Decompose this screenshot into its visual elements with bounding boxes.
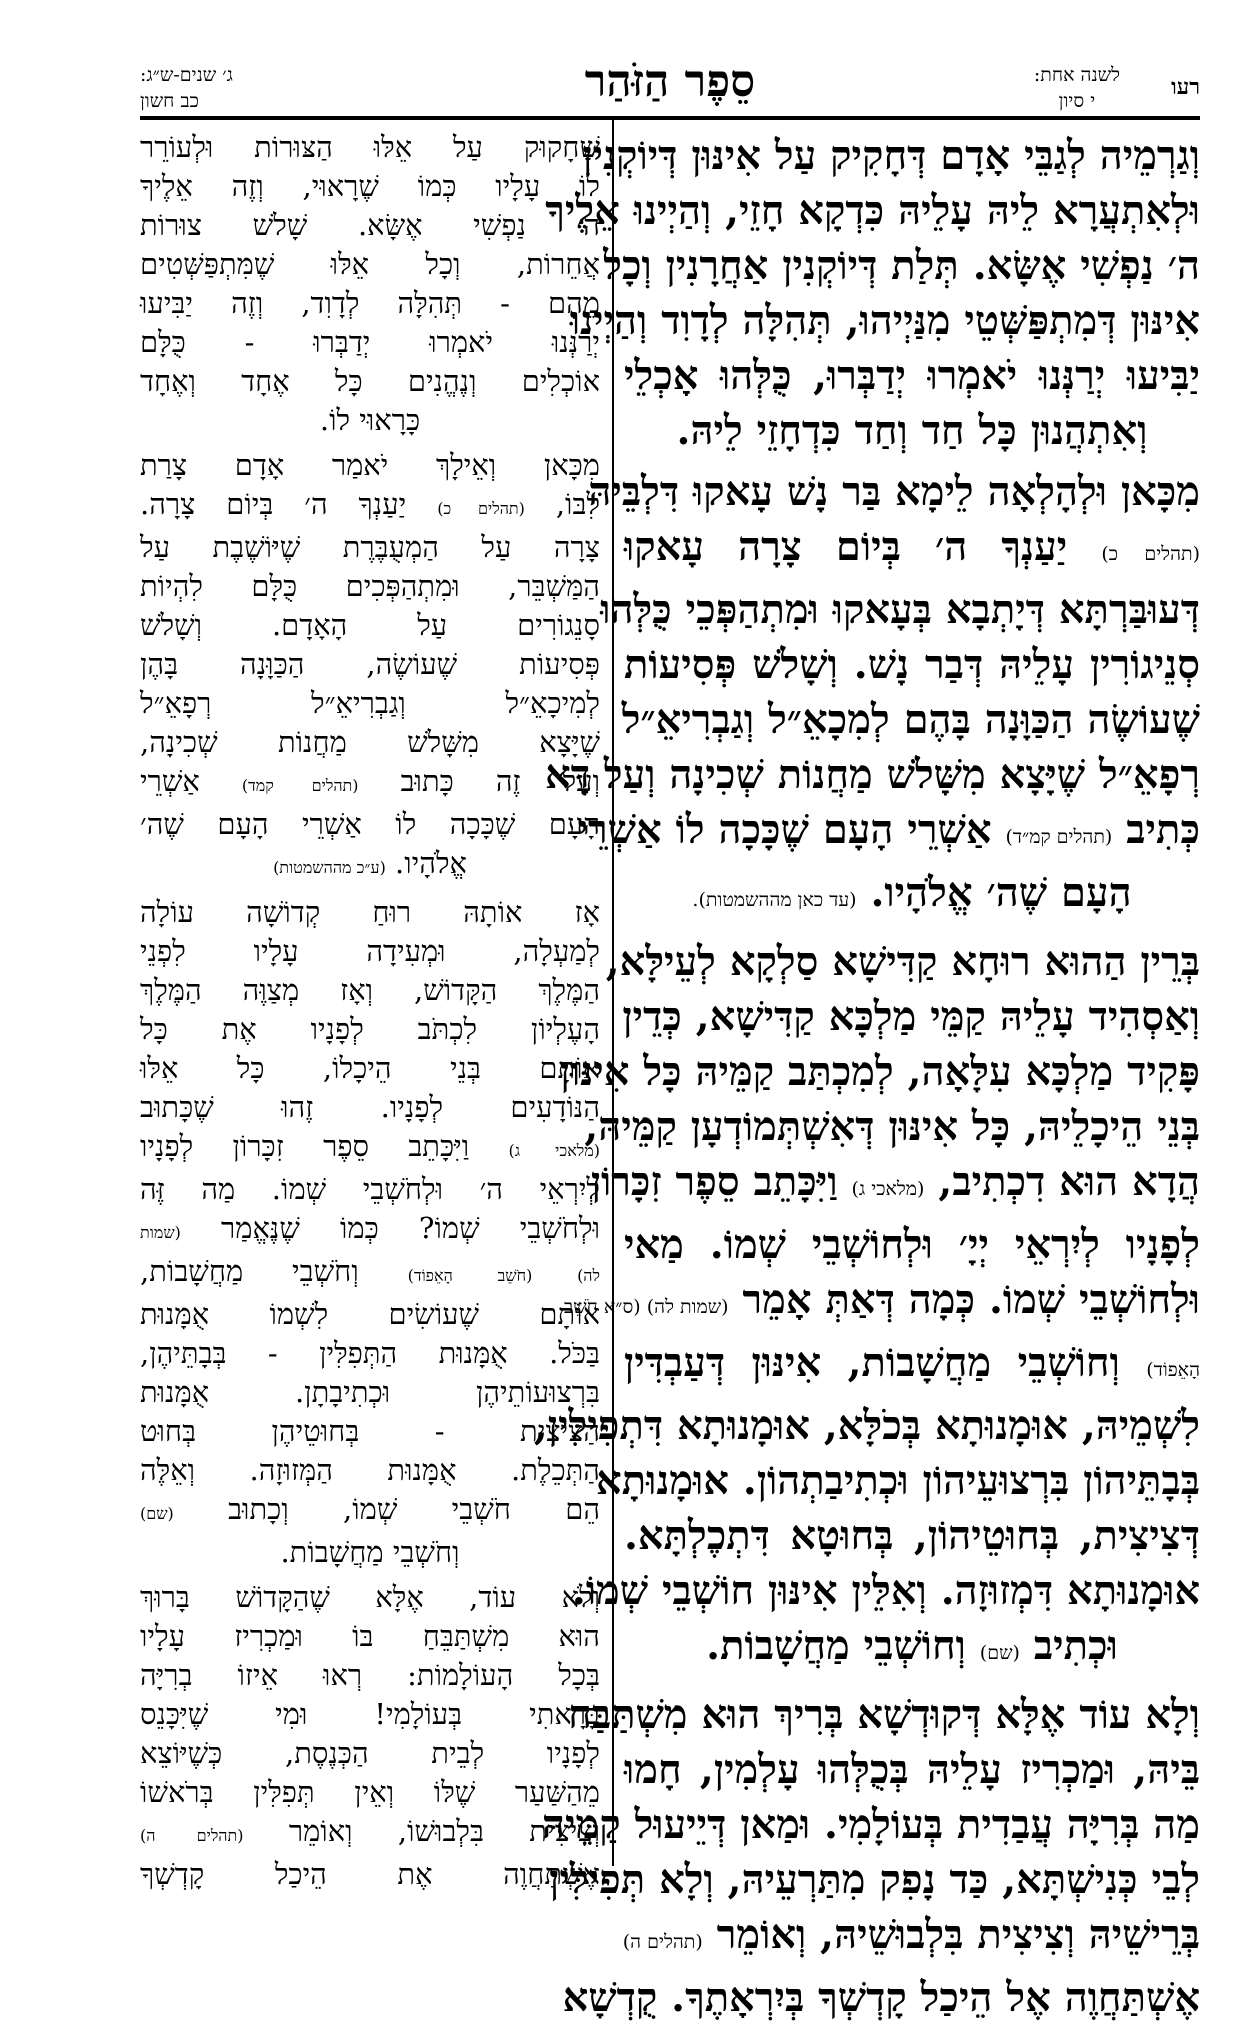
hebrew-paragraph-3 — [140, 893, 600, 1572]
text-span: יַעַנְךָ ה׳ בְּיוֹם צָרָה עָאקוּ — [624, 523, 1068, 570]
text-line: הָעָם שֶׁכָּכָה לוֹ אַשְׁרֵי הָעָם שֶׁה׳ — [140, 807, 600, 841]
text-line — [140, 1812, 600, 1855]
text-line: סָנֵגוֹרִים עַל הָאָדָם. וְשָׁלֹשׁ — [140, 608, 600, 642]
text-span: וַיִּכָּתֵב סֵפֶר זִכָּרוֹן לְפָנָיו — [140, 1129, 470, 1163]
text-line: אוֹתָם שֶׁעוֹשִׂים לִשְׁמוֹ אֻמָּנוּת — [140, 1297, 600, 1331]
text-line: שֶׁעוֹשֶׂה הַכַּוָּנָה בָּהֶם לְמִכָאֵ״ל וְגַבְרִיאֵ״ל — [621, 696, 1200, 743]
text-line — [624, 519, 1200, 582]
text-span: וְצִיצִית בִּלְבוּשׁוֹ, וְאוֹמֵר — [288, 1814, 600, 1848]
text-span: וּלְחוֹשְׁבֵי שְׁמוֹ. כְּמָה דְּאַתְּ אָמֵר — [742, 1276, 1200, 1323]
aramaic-paragraph-3 — [533, 934, 1200, 1681]
reading-schedule-three-years — [140, 62, 233, 114]
text-line: בְּרֵין הַהוּא רוּחָא קַדִּישָׁא סַלְקָא לְעֵילָּא, — [605, 938, 1200, 985]
text-line: וְגַרְמֵיה לְגַבֵּי אָדָם דְּחָקִיק עַל אִינּוּן דְּיוֹקְנִין — [582, 132, 1200, 179]
text-line — [563, 1272, 1200, 1335]
text-line: מֵהֶם - תְּהִלָּה לְדָוִד, וְזֶה יַבִּיעוּ — [140, 286, 600, 320]
text-line: הַנּוֹדָעִים לְפָנָיו. זֶהוּ שֶׁכָּתוּב — [140, 1090, 600, 1124]
text-line: שֶׁחָקוּק עַל אֵלּוּ הַצּוּרוֹת וּלְעוֹרֵר — [140, 130, 600, 164]
text-line: ה׳ נַפְשִׁי אֶשָּׂא. תְּלַת דְּיוֹקְנִין אַחֲרָנִין וְכָל — [603, 242, 1200, 289]
text-line: אִינּוּן דְּמִתְפַּשְּׁטֵי מִנַּיְיהוּ, תְּהִלָּה לְדָוִד וְהַיְינוּ — [569, 297, 1200, 344]
text-span: אֱלֹהָיו. — [395, 846, 467, 880]
text-line: בְּכָל הָעוֹלָמוֹת: רְאוּ אֵיזוֹ בְרִיָּה — [140, 1658, 600, 1692]
text-line: מִכָּאן וְאֵילָךְ יֹאמַר אָדָם צָרַת — [140, 448, 600, 482]
text-span: וְעַל זֶה כָּתוּב — [400, 764, 601, 798]
source-citation: (תהלים קמ״ד) — [1005, 826, 1113, 848]
text-line: פָּקִיד מַלְכָּא עִלָּאָה, לְמִכְתַּב קַמֵּיהּ כָּל אִינּוּן — [559, 1048, 1200, 1095]
text-span: וְחוֹשְׁבֵי מַחֲשָׁבוֹת, אִינּוּן דְּעַבְדִּין — [624, 1339, 1120, 1386]
text-line: אֲחֵרוֹת, וְכָל אֵלּוּ שֶׁמִּתְפַּשְּׁטִים — [140, 247, 600, 281]
text-span: וְחוֹשְׁבֵי מַחֲשָׁבוֹת. — [706, 1622, 966, 1669]
text-line: סְנֵיגוֹרִין עָלֵיהּ דְּבַר נָשׁ. וְשָׁלֹשׁ פְּסִיעוֹת — [624, 641, 1200, 688]
hebrew-paragraph-2 — [140, 446, 600, 887]
text-line: צָרָה עַל הַמְעֻבֶּרֶת שֶׁיּוֹשֶׁבֶת עַל — [140, 530, 600, 564]
text-span: אַשְׁרֵי — [140, 764, 200, 798]
text-line: לִשְׁמֵיהּ, אוּמָנוּתָא בְּכֹלָּא, אוּמָנוּתָא דִּתְפִילִּין, — [533, 1402, 1200, 1449]
text-line: לְיִרְאֵי ה׳ וּלְחֹשְׁבֵי שְׁמוֹ. מַה זֶּה — [140, 1172, 600, 1206]
source-citation: (שמות לה) (ס״א חֹשֵׁב — [563, 1296, 729, 1318]
text-span: הָעָם שֶׁה׳ אֱלֹהָיו. — [870, 869, 1132, 916]
text-line — [140, 844, 600, 887]
text-line: דְּצִיצִית, בְּחוּטֵיהוֹן, בְּחוּטָא דִּתְכֶלְתָּא. — [624, 1512, 1200, 1559]
text-line: בַּכֹּל. אֻמָּנוּת הַתְּפִלִּין - בְּבָתֵּיהֶן, — [140, 1336, 600, 1370]
text-line: אוֹכְלִים וְנֶהֱנִים כָּל אֶחָד וְאֶחָד — [140, 364, 600, 398]
text-span: יַעַנְךָ ה׳ בְּיוֹם צָרָה. — [140, 487, 407, 521]
text-line: אֶשְׁתַּחֲוֶה אֶל הֵיכַל קָדְשְׁךָ בְּיִרְאָתֶךָ. קֻדְשָׁא — [562, 1974, 1200, 2021]
text-line: וְלָא עוֹד אֶלָּא דְּקוּדְשָׁא בְּרִיךְ הוּא מִשְׁתַּבַּח — [568, 1691, 1200, 1738]
source-citation: (תהלים כ) — [1101, 543, 1201, 565]
text-span: וּכְתִיב — [1033, 1622, 1118, 1669]
text-line: בְּבָתֵּיהוֹן בִּרְצוּעֵיהוֹן וּכְתִיבַתְהוֹן. אוּמָנוּתָא — [596, 1457, 1200, 1504]
text-line: וְאַסְהִיד עָלֵיהּ קַמֵּי מַלְכָּא קַדִּישָׁא, כְּדֵין — [622, 993, 1200, 1040]
text-line: וְחֹשְׁבֵי מַחֲשָׁבוֹת. — [280, 1535, 460, 1569]
text-line: לְמַעְלָה, וּמְעִידָה עָלָיו לִפְנֵי — [140, 934, 600, 968]
text-line: הַמֶּלֶךְ הַקָּדוֹשׁ, וְאָז מְצַוֶּה הַמֶּלֶךְ — [140, 973, 600, 1007]
schedule-three-years-date: כב חשון — [140, 90, 199, 112]
text-line: פְּסִיעוֹת שֶׁעוֹשֶׂה, הַכַּוָּנָה בָּהֶן — [140, 647, 600, 681]
text-line: אָז אוֹתָהּ רוּחַ קְדוֹשָׁה עוֹלָה — [140, 895, 600, 929]
text-line — [140, 1490, 600, 1533]
source-citation: (תהלים קמד) — [241, 776, 359, 795]
source-citation: (שם) — [140, 1504, 174, 1523]
text-line: ה׳ נַפְשִׁי אֶשָּׂא. שָׁלֹשׁ צוּרוֹת — [140, 208, 600, 242]
text-line: בְּנֵי הֵיכָלֵיהּ, כָּל אִינּוּן דְּאִשְׁתְּמוֹדְעָן קַמֵּיהּ, — [584, 1103, 1200, 1150]
text-line: שֶׁיָּצָא מִשָּׁלֹשׁ מַחֲנוֹת שְׁכִינָה, — [140, 725, 600, 759]
text-line: הָעֶלְיוֹן לִכְתֹּב לְפָנָיו אֶת כָּל — [140, 1012, 600, 1046]
text-line: בָּרָאתִי בְּעוֹלָמִי! וּמִי שֶׁיִּכָּנֵס — [140, 1697, 600, 1731]
text-line: אוּמָנוּתָא דִּמְזוּזָה. וְאִלֵּין אִינּוּן חוֹשְׁבֵי שְׁמוֹ. — [571, 1567, 1200, 1614]
hebrew-translation-column — [140, 128, 601, 1891]
text-line — [140, 485, 600, 528]
page-number: רעו — [1171, 74, 1200, 100]
text-line — [140, 762, 600, 805]
source-citation: (תהלים ה) — [140, 1826, 244, 1845]
text-line: מֵהַשַּׁעַר שֶׁלּוֹ וְאֵין תְּפִלִּין בְּרֹאשׁוֹ — [140, 1775, 600, 1809]
text-span: אַשְׁרֵי הָעָם שֶׁכָּכָה לוֹ אַשְׁרֵי — [577, 806, 992, 853]
text-line — [590, 1154, 1200, 1217]
text-line: מִכָּאן וּלְהָלְאָה לֵימָא בַּר נָשׁ עָאקוּ דִּלְבֵּיהּ — [588, 468, 1200, 515]
text-line — [140, 1209, 600, 1252]
source-citation: הָאֵפוֹד) — [1146, 1359, 1200, 1381]
text-span: לִבּוֹ, — [555, 487, 601, 521]
source-citation: (שם) — [979, 1642, 1020, 1664]
text-line: יַבִּיעוּ יְרַנְּנוּ יֹאמְרוּ יְדַבְּרוּ, כֻּלְּהוּ אָכְלֵי — [624, 352, 1200, 399]
book-title: סֵפֶר הַזֹּהַר — [584, 56, 756, 107]
text-line — [140, 1252, 600, 1295]
text-line — [624, 1907, 1200, 1970]
text-line — [624, 865, 1200, 928]
text-span: הֲדָא הוּא דִכְתִיב, — [938, 1158, 1200, 1205]
text-line: וְלֹא עוֹד, אֶלָּא שֶׁהַקָּדוֹשׁ בָּרוּךְ — [140, 1580, 600, 1614]
text-line: כָּרָאוּי לוֹ. — [319, 403, 421, 437]
hebrew-paragraph-4 — [140, 1578, 600, 1894]
text-line: בֵּיהּ, וּמַכְרִיז עָלֵיהּ בְּכֻלְּהוּ עָלְמִין, חָמוּ — [624, 1746, 1200, 1793]
text-line — [624, 1618, 1200, 1681]
schedule-one-year-label: לשנה אחת: — [1033, 64, 1120, 86]
text-line: מַה בְּרִיָּה עֲבַדִית בְּעוֹלָמִי. וּמַאן דְּיֵיעוּל קַמֵּיהּ — [542, 1801, 1200, 1848]
text-line: לְמִיכָאֵ״ל וְגַבְרִיאֵ״ל רְפָאֵ״ל — [140, 686, 600, 720]
source-citation: (מלאכי ג) — [508, 1141, 601, 1160]
text-line: וּלְאִתְעֲרָא לֵיהּ עָלֵיהּ כִּדְקָא חָזֵי, וְהַיְינוּ אֵלֶיךָ — [545, 187, 1200, 234]
text-line: דְּעוּבַּרְתָּא דְּיָתְבָא בְּעָאקוּ וּמִתְהַפְּכֵי כֻּלְּהוּ — [600, 586, 1200, 633]
aramaic-paragraph-1 — [545, 128, 1200, 458]
source-citation: (שמות — [140, 1223, 181, 1242]
source-citation: (תהלים כ) — [437, 499, 525, 518]
text-line: הַמַּשְׁבֵּר, וּמִתְהַפְּכִים כֻּלָּם לִהְיוֹת — [140, 569, 600, 603]
page-header — [140, 56, 1200, 116]
text-line: אֶשְׁתַּחֲוֶה אֶת הֵיכַל קָדְשְׁךָ — [140, 1857, 600, 1891]
aramaic-paragraph-4 — [542, 1687, 1200, 2025]
text-line: יְרַנְּנוּ יֹאמְרוּ יְדַבְּרוּ - כֻּלָּם — [140, 325, 600, 359]
schedule-three-years-label: ג׳ שנים-ש״ג: — [140, 64, 233, 86]
hebrew-paragraph-1 — [140, 128, 600, 440]
text-span: כְּתִיב — [1126, 806, 1200, 853]
text-span: הֵם חֹשְׁבֵי שְׁמוֹ, וְכָתוּב — [228, 1492, 600, 1526]
text-line: לוֹ עָלָיו כְּמוֹ שֶׁרָאוּי, וְזֶה אֵלֶיךָ — [140, 169, 600, 203]
source-citation: לה) (חֹשֵׁב הָאֵפוֹד) — [407, 1266, 600, 1285]
text-line: לְפָנָיו לְבֵית הַכְּנֶסֶת, כְּשֶׁיּוֹצֵא — [140, 1736, 600, 1770]
text-span: וַיִּכָּתֵב סֵפֶר זִכָּרוֹן — [590, 1158, 838, 1205]
text-span: וְחֹשְׁבֵי מַחֲשָׁבוֹת, — [140, 1254, 359, 1288]
schedule-one-year-date: י סיון — [1058, 90, 1096, 112]
text-line — [624, 1335, 1200, 1398]
text-line: הַתְּכֵלֶת. אֻמָּנוּת הַמְּזוּזָה. וְאֵלֶּה — [140, 1453, 600, 1487]
source-citation: (תהלים ה) — [622, 1931, 703, 1953]
omission-end-note: (ע״כ מההשמטות) — [273, 858, 386, 877]
source-citation: (מלאכי ג) — [851, 1178, 925, 1200]
text-line: לְבֵי כְּנִישְׁתָּא, כַּד נָפִק מִתַּרְעֵיהּ, וְלָא תְּפִילִּין — [549, 1856, 1200, 1903]
text-line: וְאִתְהֲנוּן כָּל חַד וְחַד כִּדְחָזֵי לֵיהּ. — [676, 407, 1148, 454]
text-line: רְפָאֵ״ל שֶׁיָּצָא מִשָּׁלֹשׁ מַחֲנוֹת שְׁכִינָה וְעַל דָּא — [545, 751, 1200, 798]
text-line — [140, 1127, 600, 1170]
text-span: וּלְחֹשְׁבֵי שְׁמוֹ? כְּמוֹ שֶׁנֶּאֱמַר — [221, 1211, 600, 1245]
aramaic-text-column — [533, 128, 1201, 2021]
header-rule — [140, 116, 1200, 120]
text-line: לְפָנָיו לְיִרְאֵי יְיָ׳ וּלְחוֹשְׁבֵי שְׁמוֹ. מַאי — [624, 1221, 1200, 1268]
reading-schedule-one-year — [1034, 62, 1120, 114]
text-line: בִּרְצוּעוֹתֵיהֶן וּכְתִיבָתָן. אֻמָּנוּת — [140, 1375, 600, 1409]
text-span: בְּרֵישֵׁיהּ וְצִיצִית בִּלְבוּשֵׁיהּ, וְאוֹמֵר — [716, 1911, 1200, 1958]
omission-end-note: (עד כאן מההשמטות). — [692, 889, 857, 911]
text-line: הוּא מִשְׁתַּבֵּחַ בּוֹ וּמַכְרִיז עָלָיו — [140, 1619, 600, 1653]
text-line: הַצִּיצִית - בְּחוּטֵיהֶן בְּחוּט — [140, 1414, 600, 1448]
text-line — [577, 802, 1200, 865]
text-line: אוֹתָם בְּנֵי הֵיכָלוֹ, כָּל אֵלּוּ — [140, 1051, 600, 1085]
